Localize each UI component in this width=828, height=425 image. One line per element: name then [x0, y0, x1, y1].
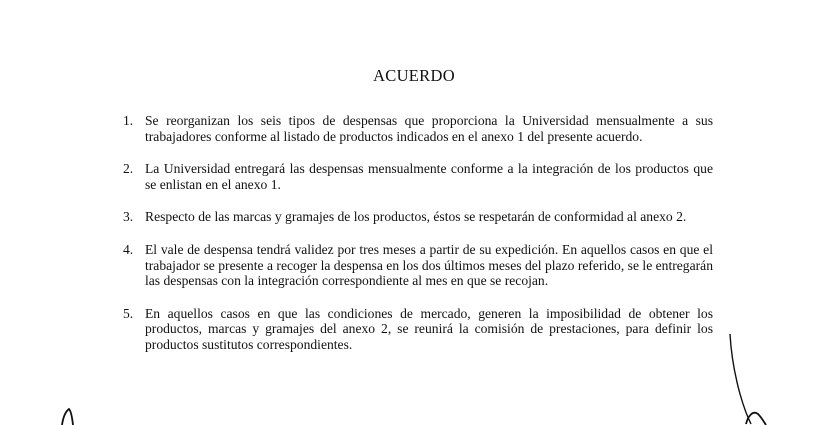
list-item	[123, 161, 713, 192]
item-number: 4.	[123, 241, 134, 257]
signature-stroke-right	[724, 332, 774, 425]
document-title: ACUERDO	[373, 66, 455, 85]
item-text: La Universidad entregará las despensas mensualmente conforme a la integración de los productos que se enlistan en el anexo 1.	[145, 161, 713, 192]
item-number: 2.	[123, 161, 134, 177]
item-number: 1.	[123, 113, 134, 128]
item-text: Respecto de las marcas y gramajes de los productos, éstos se respetarán de conformidad al anexo 2.	[145, 209, 687, 225]
agreement-list	[123, 113, 713, 370]
item-number: 5.	[123, 305, 134, 321]
signature-stroke-left	[58, 404, 82, 425]
item-text: El vale de despensa tendrá validez por tres meses a partir de su expedición. En aquellos casos en que el trabajador se presente a recoger la despensa en los dos últimos meses del plazo referido, se le entregarán las despensas con la integración correspondiente al mes en que se recojan.	[145, 241, 713, 289]
list-item	[123, 306, 713, 353]
list-item	[123, 242, 713, 289]
item-number: 3.	[123, 209, 134, 225]
item-text: En aquellos casos en que las condiciones de mercado, generen la imposibilidad de obtener los productos, marcas y gramajes del anexo 2, se reunirá la comisión de prestaciones, para definir los productos sustitutos correspondientes.	[145, 305, 713, 352]
list-item	[123, 113, 713, 144]
list-item	[123, 209, 713, 225]
item-text: Se reorganizan los seis tipos de despensas que proporciona la Universidad mensualmente a sus trabajadores conforme al listado de productos indicados en el anexo 1 del presente acuerdo.	[145, 113, 713, 144]
